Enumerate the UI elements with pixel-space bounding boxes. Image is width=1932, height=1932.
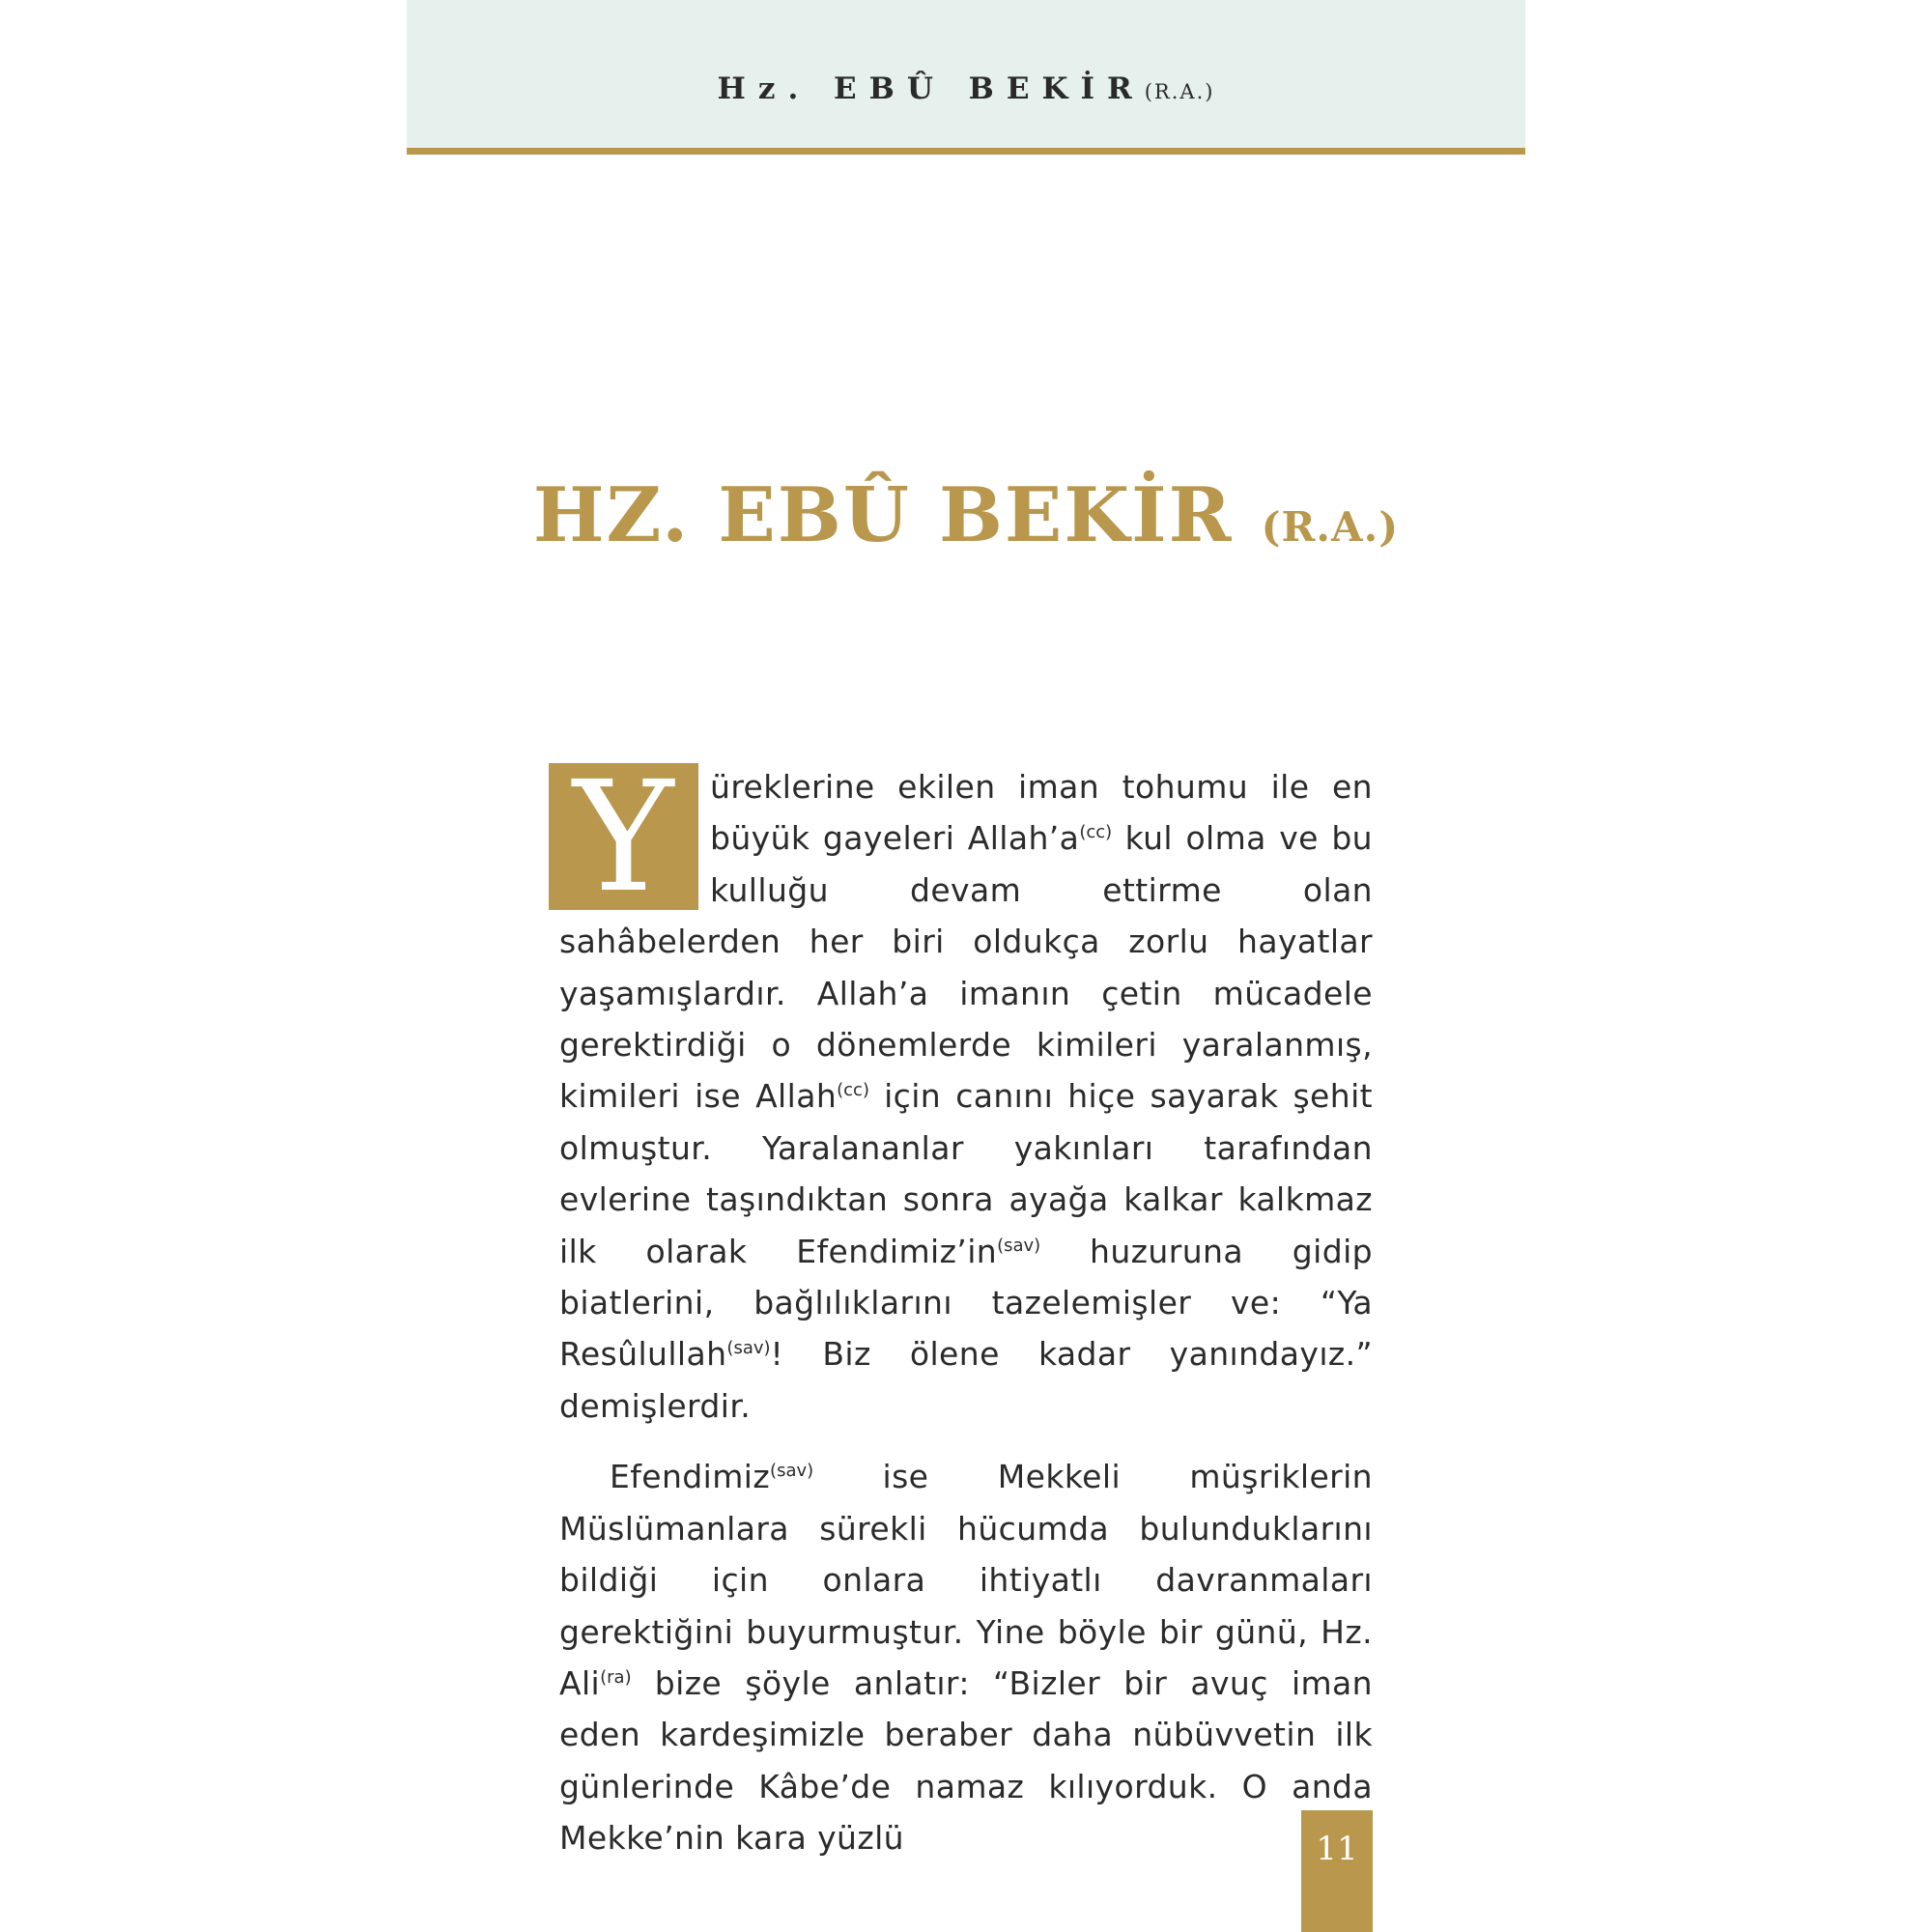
paragraph-1-text-2: kul olma ve bu kulluğu devam ettirme olan sahâbelerden her biri oldukça zorlu hayatlar yaşamışlardır. Allah’a imanın çetin mücadele gerektirdiği o dönemlerde kimileri yaralanmış, kimileri ise Allah — [559, 819, 1373, 1116]
honorific-cc: (cc) — [837, 1080, 869, 1101]
chapter-title — [407, 471, 1525, 559]
running-title-suffix: (R.A.) — [1144, 80, 1215, 103]
honorific-cc: (cc) — [1079, 822, 1113, 843]
paragraph-1-text-5: ! Biz ölene kadar yanındayız.” demişlerdir. — [559, 1335, 1373, 1425]
running-header — [407, 0, 1525, 155]
page-number-tab — [1301, 1810, 1373, 1932]
paragraph-1-text-1: üreklerine ekilen iman tohumu ile en büyük gayeleri Allah’a — [710, 768, 1373, 858]
honorific-sav: (sav) — [726, 1338, 771, 1359]
honorific-ra: (ra) — [600, 1666, 632, 1688]
honorific-sav: (sav) — [770, 1461, 814, 1482]
running-title-text: Hz. EBÛ BEKİR — [717, 71, 1145, 106]
paragraph-2 — [559, 1451, 1373, 1863]
page-number: 11 — [1316, 1830, 1358, 1868]
drop-cap — [549, 749, 698, 926]
chapter-title-text: HZ. EBÛ BEKİR — [532, 471, 1234, 559]
drop-cap-letter: Y — [573, 749, 674, 926]
body-text — [559, 749, 1373, 1864]
paragraph-2-text-2: ise Mekkeli müşriklerin Müslümanlara sürekli hücumda bulunduklarını bildiği için onlara ihtiyatlı davranmaları gerektiğini buyurmuştur. Yine böyle bir günü, Hz. Ali — [559, 1458, 1373, 1702]
chapter-title-suffix: (R.A.) — [1261, 503, 1400, 551]
honorific-sav: (sav) — [997, 1235, 1041, 1256]
running-title — [407, 71, 1525, 106]
paragraph-2-text-3: bize şöyle anlatır: “Bizler bir avuç iman eden kardeşimizle beraber daha nübüvvetin ilk günlerinde Kâbe’de namaz kılıyorduk. O anda Mekke’nin kara yüzlü — [559, 1663, 1373, 1858]
paragraph-1-text-4: huzuruna gidip biatlerini, bağlılıklarını tazelemişler ve: “Ya Resûlullah — [559, 1232, 1373, 1374]
paragraph-1 — [559, 749, 1373, 1432]
paragraph-2-text-1: Efendimiz — [610, 1458, 771, 1496]
paragraph-1-text-3: için canını hiçe sayarak şehit olmuştur. Yaralananlar yakınları tarafından evlerine taşındıktan sonra ayağa kalkar kalkmaz ilk olarak Efendimiz’in — [559, 1077, 1373, 1270]
